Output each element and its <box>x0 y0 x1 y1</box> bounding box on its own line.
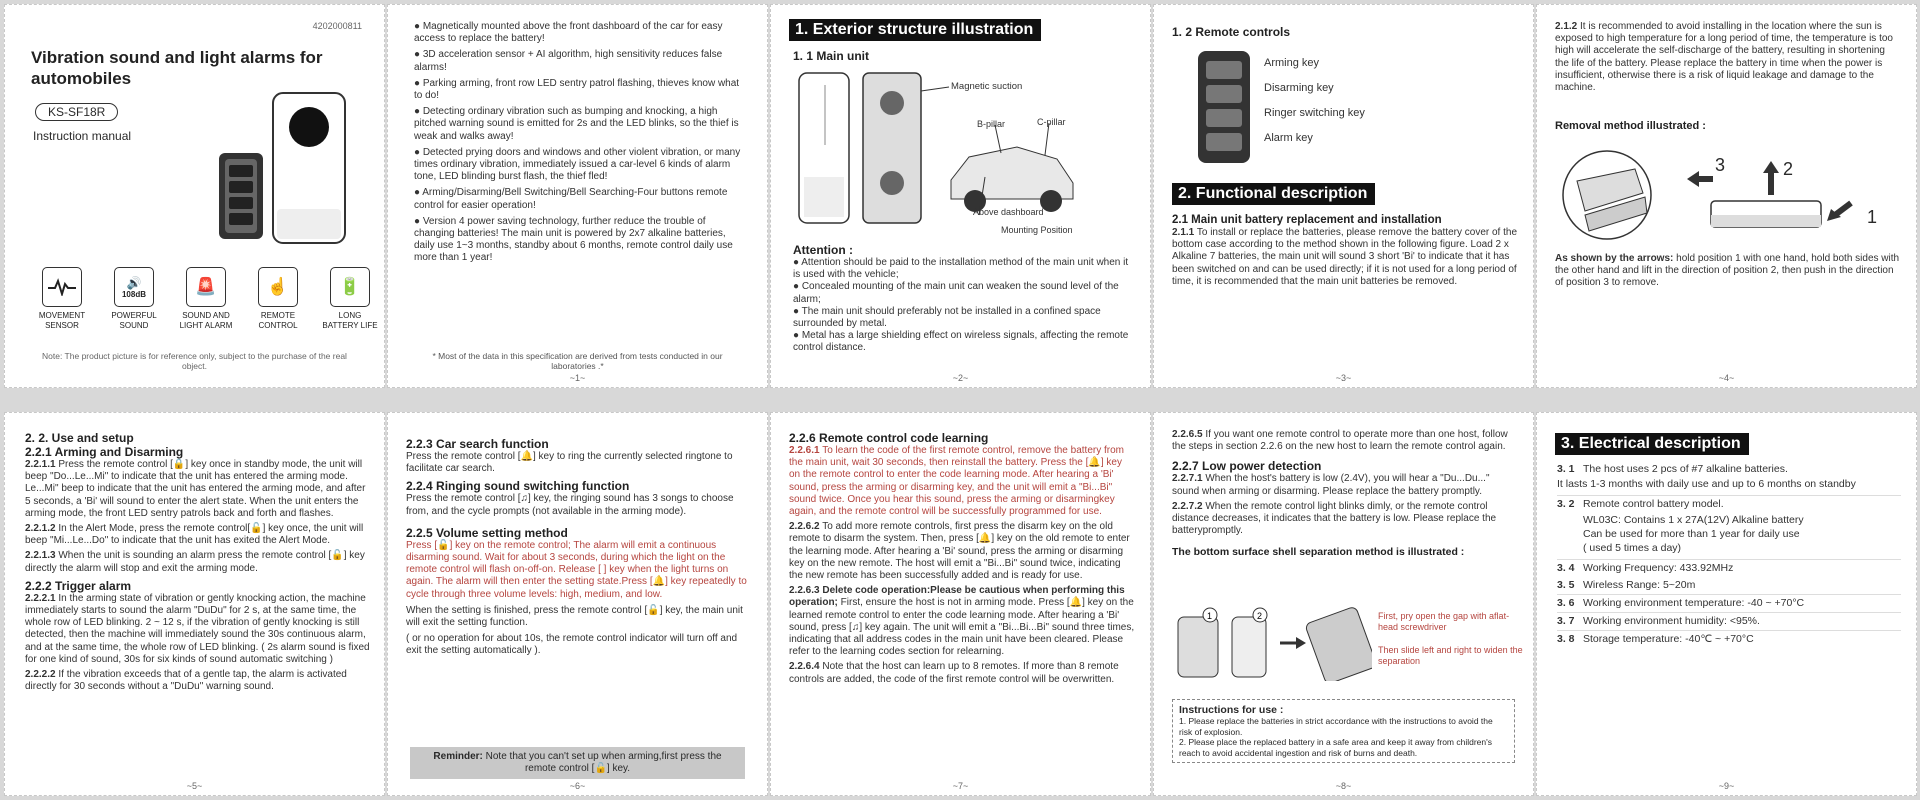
feature-remote: ☝ REMOTE CONTROL <box>249 267 307 331</box>
para-2222: 2.2.2.2 If the vibration exceeds that of a gentle tap, the alarm is activated directly for 30 seconds without a "DuDu" warning sound. <box>25 669 347 693</box>
instruction-item: 1. Please replace the batteries in strict accordance with the instructions to avoid the risk of explosion. <box>1179 716 1493 737</box>
elec-row: 3. 7 Working environment humidity: <95%. <box>1557 615 1760 627</box>
shell-steps <box>1378 611 1528 667</box>
subsection-title: 2.2.4 Ringing sound switching function <box>406 479 630 494</box>
section-header: 1. Exterior structure illustration <box>789 19 1041 41</box>
attention-item: ● Metal has a large shielding effect on wireless signals, affecting the remote control distance. <box>793 330 1129 354</box>
attention-item: ● The main unit should preferably not be installed in a confined space surrounded by metal. <box>793 305 1101 330</box>
music-icon: ♫ <box>851 621 860 633</box>
shell-step-1: First, pry open the gap with aflat-head screwdriver <box>1378 611 1510 632</box>
shell-title: The bottom surface shell separation method is illustrated : <box>1172 546 1465 559</box>
page-5 <box>4 412 385 796</box>
elec-row: 3. 2 Remote control battery model. <box>1557 498 1724 510</box>
disarming-key-label: Disarming key <box>1264 82 1334 94</box>
subsection-title: 2.2.5 Volume setting method <box>406 525 568 540</box>
para-225: Press [🔓] key on the remote control; The alarm will emit a continuous disarming sound. Wait for about 3 seconds, during which the light on the remote control will flash on-off-on. Release [ ] key when the light turns on again. The alarm will then enter the setting state.Press [🔔] key repeatedly to cycle through three volume levels: high, medium, and low. <box>406 539 747 600</box>
elec-row-extra: It lasts 1-3 months with daily use and up to 6 months on standby <box>1557 478 1856 490</box>
page-2 <box>770 4 1151 388</box>
bullet-item: ● Arming/Disarming/Bell Switching/Bell Searching-Four buttons remote control for easier operation! <box>414 187 728 211</box>
arrow-label-3: 3 <box>1715 155 1726 175</box>
subsection-title: 2.2.7 Low power detection <box>1172 459 1322 474</box>
footnote: * Most of the data in this specification are derived from tests conducted in our laboratories .* <box>432 351 723 371</box>
product-code: 4202000811 <box>312 21 362 31</box>
para-2271: 2.2.7.1 When the host's battery is low (2.4V), you will hear a "Du...Du..." sound when arming or disarming. Please replace the battery promptly. <box>1172 473 1490 497</box>
subsection-title: 2.2.6 Remote control code learning <box>789 431 989 445</box>
page-number: ~8~ <box>1335 781 1352 791</box>
music-icon: ♫ <box>520 493 528 505</box>
page-number: ~6~ <box>569 781 586 791</box>
para-224: Press the remote control [♫] key, the ringing sound has 3 songs to choose from, and the cycle prompts (not available in the arming mode). <box>406 493 734 517</box>
bell-icon: 🔔 <box>652 576 666 588</box>
page-number: ~1~ <box>569 373 586 383</box>
bullet-item: ● Magnetically mounted above the front dashboard of the car for easy access to replace the battery! <box>414 21 723 45</box>
instructions-title: Instructions for use : <box>1179 704 1284 716</box>
feature-sound: 🔊 108dB POWERFUL SOUND <box>105 267 163 331</box>
unlock-icon: 🔓 <box>250 523 263 535</box>
electrical-list <box>1557 461 1901 648</box>
attention-item: ● Concealed mounting of the main unit can weaken the sound level of the alarm; <box>793 281 1119 305</box>
use-setup-content <box>25 427 371 693</box>
para-2265: 2.2.6.5 If you want one remote control to operate more than one host, follow the steps in section 2.2.6 on the new host to learn the remote control again. <box>1172 429 1508 453</box>
bullet-item: ● 3D acceleration sensor + AI algorithm, high sensitivity reduces false alarms! <box>414 49 723 73</box>
para-2263: 2.2.6.3 Delete code operation:Please be cautious when performing this operation; First, ensure the host is not in arming mode. Press [🔔] key on the learned remote control to enter the code learning mode. After hearing a 'Bi' sound, press [♫] key again. The unit will emit a "Bi...Bi...Bi" sound three times, indicating that all address codes in the main unit have been cleared. Please refer to the learning codes section for relearning. <box>789 585 1135 658</box>
section-header: 3. Electrical description <box>1555 433 1749 455</box>
para-225-auto: ( or no operation for about 10s, the remote control indicator will turn off and exit the setting automatically ). <box>406 633 738 657</box>
bell-icon: 🔔 <box>1088 457 1101 469</box>
ringer-key-label: Ringer switching key <box>1264 107 1365 119</box>
unlock-icon: 🔓 <box>647 604 660 616</box>
battery-icon: 🔋 <box>330 267 370 307</box>
para-225-finish: When the setting is finished, press the remote control [🔓] key, the main unit will exit the setting function. <box>406 604 743 629</box>
unlock-icon: 🔓 <box>331 550 344 562</box>
remote-illustration <box>1194 47 1254 167</box>
functions-content <box>406 433 752 658</box>
elec-row: 3. 8 Storage temperature: -40℃ ~ +70°C <box>1557 633 1754 645</box>
bell-icon: 🔔 <box>978 533 992 545</box>
page-1 <box>387 4 768 388</box>
page-number: ~5~ <box>186 781 203 791</box>
arrow-label-1: 1 <box>1867 207 1878 227</box>
subsection-title: 2.2.3 Car search function <box>406 437 549 451</box>
para-2261: 2.2.6.1 To learn the code of the first remote control, remove the battery from the main unit, wait 30 seconds, then reinstall the battery. Press the [🔔] key on the remote control to enter the code learning mode. After hearing a 'Bi' sound, press the arming or disarming key, and the unit will emit a "Bi...Bi" sound twice. Once you hear this sound, press the arming or disarmingkey again, and the remote control will be successfully programmed for use. <box>789 445 1124 518</box>
page-9 <box>1536 412 1917 796</box>
model-badge: KS-SF18R <box>35 103 118 121</box>
para-2212: 2.2.1.2 In the Alert Mode, press the remote control[🔓] key once, the unit will beep "Mi...Le...Do" to indicate that the unit has exited the Alert Mode. <box>25 523 364 547</box>
bell-icon: 🔔 <box>1069 597 1083 609</box>
bpillar-label: B-pillar <box>977 119 1006 129</box>
bullet-item: ● Detected prying doors and windows and other violent vibration, or many times ordinary vibration, immediately issued a car-level 6 kinds of alarm tone, LED blinding burst flash, the thief fled! <box>414 146 741 183</box>
lock-icon: 🔒 <box>172 459 186 470</box>
low-power-content <box>1172 429 1518 559</box>
feature-alarm: 🚨 SOUND AND LIGHT ALARM <box>177 267 235 331</box>
arming-key-label: Arming key <box>1264 57 1320 69</box>
bullet-item: ● Version 4 power saving technology, further reduce the trouble of changing batteries! The main unit is powered by 2x7 alkaline batteries, daily use 1~3 months, standby about 6 months, remote control daily use more than 1 year! <box>414 215 733 264</box>
page-4 <box>1536 4 1917 388</box>
arrow-label-2: 2 <box>1783 159 1794 179</box>
subsection-title: 1. 1 Main unit <box>793 49 870 63</box>
page-8 <box>1153 412 1534 796</box>
page-number: ~3~ <box>1335 373 1352 383</box>
mounting-label: Mounting Position <box>1001 225 1073 235</box>
para-2264: 2.2.6.4 Note that the host can learn up to 8 remotes. If more than 8 remote controls are added, the code of the first remote control will be overwritten. <box>789 661 1119 685</box>
page-number: ~2~ <box>952 373 969 383</box>
magnetic-label: Magnetic suction <box>951 81 1023 92</box>
cover-title: Vibration sound and light alarms for automobiles <box>31 48 323 88</box>
para-2213: 2.2.1.3 When the unit is sounding an alarm press the remote control [🔓] key directly the alarm will stop and exit the arming mode. <box>25 550 365 574</box>
elec-row: 3. 4 Working Frequency: 433.92MHz <box>1557 562 1734 574</box>
page-number: ~4~ <box>1718 373 1735 383</box>
page-7 <box>770 412 1151 796</box>
reminder-box: Reminder: Note that you can't set up when arming,first press the remote control [🔓] key. <box>410 747 745 779</box>
alarm-key-label: Alarm key <box>1264 132 1313 144</box>
feature-bullets <box>414 21 748 269</box>
bell-icon: 🔔 <box>520 451 533 462</box>
db-badge: 108dB <box>121 289 146 299</box>
remote-touch-icon: ☝ <box>258 267 298 307</box>
speaker-icon: 🔊 108dB <box>114 267 154 307</box>
page-number: ~9~ <box>1718 781 1735 791</box>
section-title: 2. 2. Use and setup <box>25 431 134 445</box>
page-cover <box>4 4 385 388</box>
bullet-item: ● Detecting ordinary vibration such as bumping and knocking, a high pitched warning sound is emitted for 2s and the LED blinks, so the thief is weak and walks away! <box>414 106 739 142</box>
code-learning-content <box>789 427 1135 686</box>
arrow-instructions: As shown by the arrows: hold position 1 with one hand, hold both sides with the other hand and lift in the direction of position 2, then push in the direction of position 3 to remove. <box>1555 253 1900 289</box>
para-2221: 2.2.2.1 In the arming state of vibration or gently knocking action, the machine immediately starts to sound the alarm "DuDu" for 2 s, at the same time, the whole row of LED blinking. 2 ~ 12 s, if the vibration of gently knocking is still detected, then the machine will immediately sound the 30s continuous alarm, and at the same time, the whole row of LED blinking. ( 2s alarm sound is fixed for one kind of sound, 30s for six kinds of sound automatic switching ) <box>25 592 370 665</box>
pulse-icon <box>42 267 82 307</box>
elec-row-extra: WL03C: Contains 1 x 27A(12V) Alkaline battery Can be used for more than 1 year for daily use ( used 5 times a day) <box>1583 514 1804 554</box>
attention-title: Attention : <box>793 243 853 257</box>
para-2262: 2.2.6.2 To add more remote controls, first press the disarm key on the old remote to disarm the system. Then, press [🔔] key on the old remote to enter the learning mode. After hearing a 'Bi' sound, press the arming or disarming key on the new remote. The host will emit a "Bi...Bi" sound twice, indicating the new remote has been successfully added and is ready for use. <box>789 521 1130 582</box>
attention-list <box>793 257 1133 355</box>
section-header: 2. Functional description <box>1172 183 1375 205</box>
shell-illustration <box>1172 603 1372 681</box>
siren-icon: 🚨 <box>186 267 226 307</box>
attention-item: ● Attention should be paid to the installation method of the main unit when it is used with the vehicle; <box>793 257 1129 281</box>
feature-movement: MOVEMENT SENSOR <box>33 267 91 331</box>
subsection-title: 1. 2 Remote controls <box>1172 25 1291 39</box>
removal-title: Removal method illustrated : <box>1555 120 1706 132</box>
elec-row: 3. 1 The host uses 2 pcs of #7 alkaline batteries. <box>1557 463 1788 475</box>
page-3 <box>1153 4 1534 388</box>
temperature-note: 2.1.2 It is recommended to avoid installing in the location where the sun is exposed to high temperature for a long period of time, the temperature is too high will accelerate the self-discharge of the battery, resulting in shortening the life of the battery. Please replace the battery in time when the power is insufficient, otherwise there is a risk of liquid leakage and damage to the machine. <box>1555 21 1893 94</box>
elec-row: 3. 5 Wireless Range: 5~20m <box>1557 579 1696 591</box>
elec-row: 3. 6 Working environment temperature: -40 ~ +70°C <box>1557 597 1805 609</box>
svg-text:2: 2 <box>1257 611 1263 621</box>
unlock-icon: 🔓 <box>594 763 607 774</box>
battery-install-text: 2.1.1 To install or replace the batteries, please remove the battery cover of the bottom case according to the method shown in the following figure. Load 2 x Alkaline 7 batteries, the main unit will sound 3 short 'Bi' to indicate that it has been switched on and can be used directly; if it is not used for a long period of time, it is recommended that the main unit batteries be removed. <box>1172 227 1518 287</box>
para-2272: 2.2.7.2 When the remote control light blinks dimly, or the remote control distance decreases, it indicates that the battery is low. Please replace the batterypromptly. <box>1172 500 1497 537</box>
page-6 <box>387 412 768 796</box>
subsection-title: 2.1 Main unit battery replacement and installation <box>1172 214 1442 226</box>
removal-illustration <box>1555 141 1905 251</box>
dashboard-label: Above dashboard <box>973 207 1044 217</box>
shell-step-2: Then slide left and right to widen the separation <box>1378 645 1523 666</box>
subsection-title: 2.2.1 Arming and Disarming <box>25 445 184 459</box>
subsection-title: 2.2.2 Trigger alarm <box>25 578 132 593</box>
unlock-icon: 🔓 <box>437 539 450 551</box>
remote-keys <box>1264 57 1365 157</box>
manual-label: Instruction manual <box>33 129 132 143</box>
cover-note: Note: The product picture is for reference only, subject to the purchase of the real object. <box>42 351 347 371</box>
instructions-box <box>1172 699 1515 763</box>
para-2211: 2.2.1.1 Press the remote control [🔒] key once in standby mode, the unit will beep "Do...Le...Mi" to indicate that the unit has entered the arming mode. Le...Mi" beep to indicate that the unit has entered the arming mode, and after 5 seconds, a 'Bi' will sound to enter the alert state. When the unit enters the arming mode, the front LED sentry patrols back and forth and flashes. <box>25 459 366 519</box>
instruction-item: 2. Please place the replaced battery in a safe area and keep it away from children's reach to avoid accidental ingestion and risk of burns and death. <box>1179 737 1492 758</box>
page-number: ~7~ <box>952 781 969 791</box>
cpillar-label: C-pillar <box>1037 117 1066 127</box>
bullet-item: ● Parking arming, front row LED sentry patrol flashing, thieves know what to do! <box>414 77 740 102</box>
para-223: Press the remote control [🔔] key to ring the currently selected ringtone to facilitate car search. <box>406 451 733 475</box>
product-image <box>205 89 355 249</box>
svg-text:1: 1 <box>1207 611 1213 621</box>
feature-battery: 🔋 LONG BATTERY LIFE <box>321 267 379 331</box>
feature-icons <box>33 267 379 331</box>
